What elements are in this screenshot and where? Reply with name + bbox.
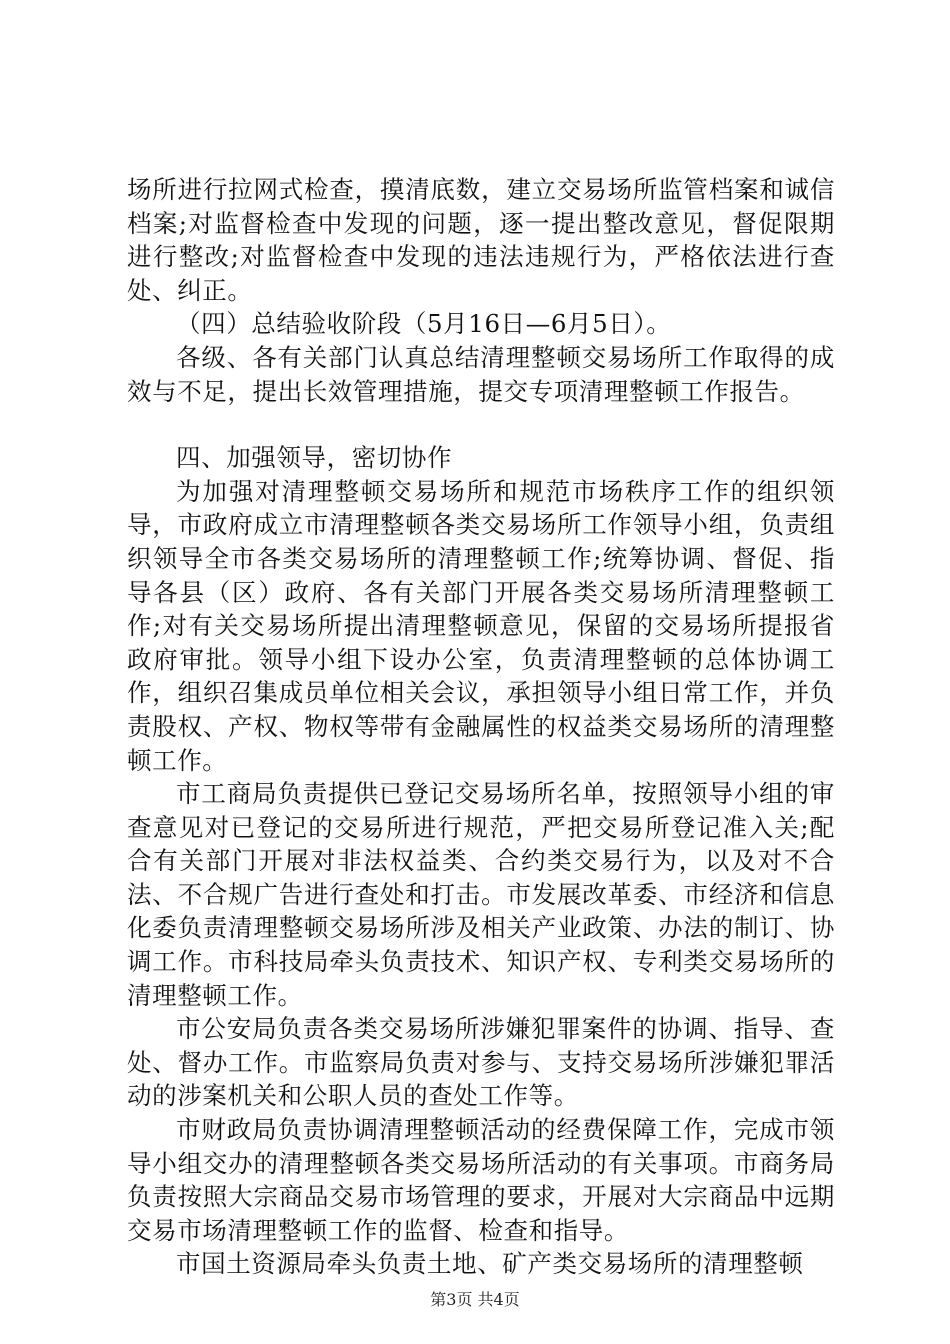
paragraph-summary: 各级、各有关部门认真总结清理整顿交易场所工作取得的成效与不足，提出长效管理措施，提交专项清理整顿工作报告。 xyxy=(127,342,835,406)
section-heading-leadership: 四、加强领导，密切协作 xyxy=(176,443,453,473)
paragraph-gap xyxy=(127,408,835,441)
page-number-footer: 第3页 共4页 xyxy=(430,1290,520,1309)
document-body xyxy=(127,173,835,1281)
section-heading-summary-stage: （四）总结验收阶段（5月16日—6月5日）。 xyxy=(176,309,672,339)
paragraph-public-security: 市公安局负责各类交易场所涉嫌犯罪案件的协调、指导、查处、督办工作。市监察局负责对参与、支持交易场所涉嫌犯罪活动的涉案机关和公职人员的查处工作等。 xyxy=(127,1014,835,1111)
paragraph-land-resources: 市国土资源局牵头负责土地、矿产类交易场所的清理整顿 xyxy=(176,1249,804,1279)
paragraph-finance-bureau: 市财政局负责协调清理整顿活动的经费保障工作，完成市领导小组交办的清理整顿各类交易场所活动的有关事项。市商务局负责按照大宗商品交易市场管理的要求，开展对大宗商品中远期交易市场清理整顿工作的监督、检查和指导。 xyxy=(127,1115,835,1245)
paragraph-commerce-bureau: 市工商局负责提供已登记交易场所名单，按照领导小组的审查意见对已登记的交易所进行规范，严把交易所登记准入关;配合有关部门开展对非法权益类、合约类交易行为，以及对不合法、不合规广告进行查处和打击。市发展改革委、市经济和信息化委负责清理整顿交易场所涉及相关产业政策、办法的制订、协调工作。市科技局牵头负责技术、知识产权、专利类交易场所的清理整顿工作。 xyxy=(127,779,835,1010)
paragraph-continuation: 场所进行拉网式检查，摸清底数，建立交易场所监管档案和诚信档案;对监督检查中发现的问题，逐一提出整改意见，督促限期进行整改;对监督检查中发现的违法违规行为，严格依法进行查处、纠正。 xyxy=(127,175,835,305)
paragraph-leadership-group: 为加强对清理整顿交易场所和规范市场秩序工作的组织领导，市政府成立市清理整顿各类交易场所工作领导小组，负责组织领导全市各类交易场所的清理整顿工作;统筹协调、督促、指导各县（区）政府、各有关部门开展各类交易场所清理整顿工作;对有关交易场所提出清理整顿意见，保留的交易场所提报省政府审批。领导小组下设办公室，负责清理整顿的总体协调工作，组织召集成员单位相关会议，承担领导小组日常工作，并负责股权、产权、物权等带有金融属性的权益类交易场所的清理整顿工作。 xyxy=(127,476,835,775)
